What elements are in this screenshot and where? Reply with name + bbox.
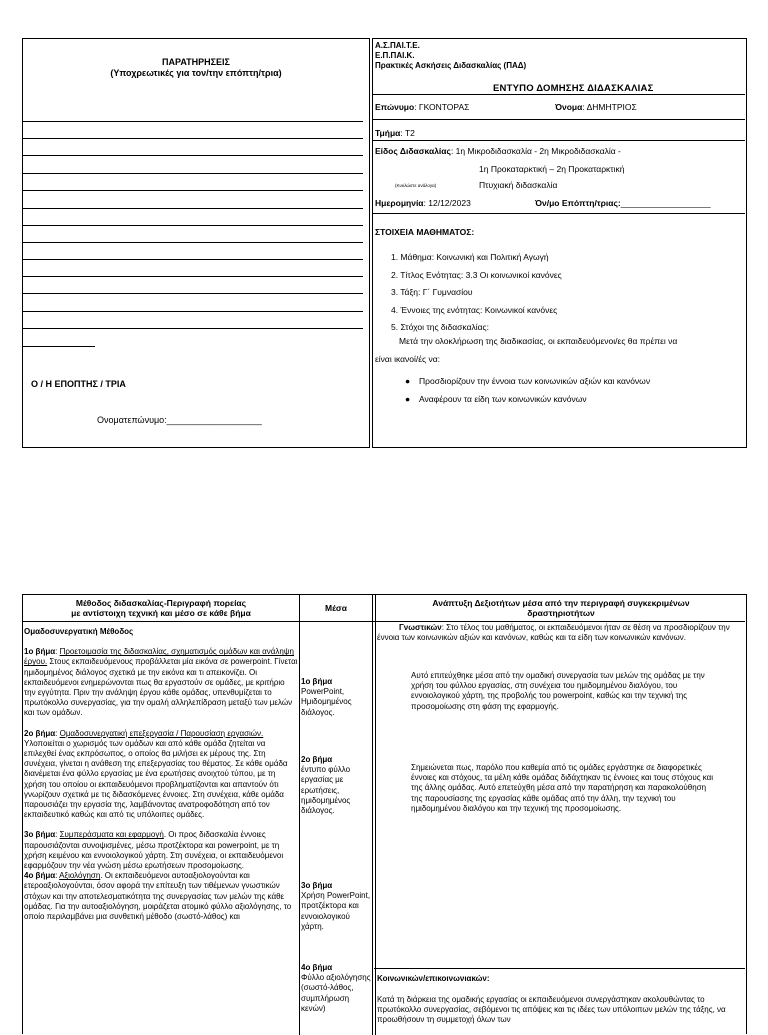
cognitive-skills: Γνωστικών: Στο τέλος του μαθήματος, οι εκπαιδευόμενοι ήταν σε θέση να προσδιορίζουν την έννοια των κοινωνικών αξιών και κανόνων, καθώς και τα είδη των κοινωνικών κανόνων. [377,623,730,643]
social-skills-label: Κοινωνικών/επικοινωνιακών: [377,974,490,983]
list-item: 4. Έννοιες της ενότητας: Κοινωνικοί κανόνες [391,304,558,315]
form-box [372,38,747,448]
supervisor-row [535,198,711,208]
org-line-2: Ε.Π.ΠΑΙ.Κ. [375,51,415,60]
circle-note: (Κυκλώστε ανάλογα) [395,183,437,188]
header-method: Μέθοδος διδασκαλίας-Περιγραφή πορείας με αντίστοιχη τεχνική και μέσο σε κάθε βήμα [71,598,251,618]
firstname-row [555,102,637,112]
cognitive-label: Γνωστικών [399,623,442,632]
org-header [375,41,526,71]
bullet-icon: ● [405,376,411,386]
form-title: ΕΝΤΥΠΟ ΔΟΜΗΣΗΣ ΔΙΔΑΣΚΑΛΙΑΣ [493,83,654,94]
observations-box [22,38,370,448]
org-line-3: Πρακτικές Ασκήσεις Διδασκαλίας (ΠΑΔ) [375,61,527,70]
means-step-4: 4ο βήμα Φύλλο αξιολόγησης (σωστό-λάθος, συμπλήρωση κενών) [301,963,371,1013]
means-step-3: 3ο βήμα Χρήση PowerPoint, προτζέκτορα και εννοιολογικού χάρτη. [301,881,371,931]
surname-value[interactable]: : ΓΚΟΝΤΟΡΑΣ [414,102,470,112]
dept-row [375,128,415,138]
method-column [24,627,298,922]
supervisor-field-label: Όν/μο Επόπτη/τριας: [535,198,621,208]
skills-paragraph-2: Αυτό επιτεύχθηκε μέσα από την ομαδική συνεργασία των μελών της ομάδας με την χρήση του φύλλου εργασίας, στη συνέχεια του ημιδομημένου διαλόγου, του εννοιολογικού χάρτη, της προβολής του powerpoint, καθώς και την τεχνική της προσομοίωσης στη φάση της εφαρμογής. [411,671,705,711]
goal-bullets [405,373,650,408]
step-3: 3ο βήμα: Συμπεράσματα και εφαρμογή. Οι προς διδασκαλία έννοιες παρουσιάζονται συνοψισμένες, μέσω προτζέκτορα και powerpoint, με τη χρήση κειμένου και εννοιολογικού χάρτη. Στη συνέχεια, οι εκπαιδευόμενοι εφαρμόζουν την νέα γνώση μέσω ερωτήσεων προσομοίωσης. [24,830,284,871]
section-title: ΣΤΟΙΧΕΙΑ ΜΑΘΗΜΑΤΟΣ: [375,227,475,237]
supervisor-field-value[interactable]: ___________________ [620,198,711,208]
type-line-1[interactable]: : 1η Μικροδιδασκαλία - 2η Μικροδιδασκαλία - [450,146,621,156]
type-row [375,146,621,156]
goal-intro-1: Μετά την ολοκλήρωση της διαδικασίας, οι εκπαιδευόμενοι/ες θα πρέπει να [399,336,678,346]
date-row [375,198,471,208]
list-item: 1. Μάθημα: Κοινωνική και Πολιτική Αγωγή [391,252,549,262]
surname-label: Επώνυμο [375,102,415,112]
list-item: 5. Στόχοι της διδασκαλίας: [391,322,489,332]
list-item: 2. Τίτλος Ενότητας: 3.3 Οι κοινωνικοί κανόνες [391,269,562,280]
observations-title: ΠΑΡΑΤΗΡΗΣΕΙΣ [162,57,230,67]
step-1: 1ο βήμα: Προετοιμασία της διδασκαλίας, σχηματισμός ομάδων και ανάληψη έργου. Στους εκπαιδευόμενους προβάλλεται μία εικόνα σε powerpoint. Γίνεται ημιδομημένος διάλογος σχετικά με την εικόνα και τι απεικονίζει. Οι εκπαιδευόμενοι ενημερώνονται πως θα εργαστούν σε ομάδες, με κριτήριο την εγγύτητα. Πριν την ανάληψη έργου κάθε ομάδας, υπενθυμίζεται το πρωτόκολλο συνεργασίας, για την ομαλή αλληλεπίδραση μεταξύ των μελών και των ομάδων. [24,647,298,718]
social-skills-text: Κατά τη διάρκεια της ομαδικής εργασίας οι εκπαιδευόμενοι συνεργάστηκαν ακολουθώντας το πρωτόκολλο συνεργασίας, σεβόμενοι τις απόψεις και τις ιδέες των υπόλοιπων μελών της τάξης, να προωθήσουν τη συμμετοχή όλων των [377,995,726,1025]
list-item: 3. Τάξη: Γ΄ Γυμνασίου [391,287,473,297]
date-value[interactable]: : 12/12/2023 [423,198,471,208]
means-step-1: 1ο βήμα PowerPoint, Ημιδομημένος διάλογος. [301,677,352,717]
date-label: Ημερομηνία [375,198,424,208]
name-value[interactable]: : ΔΗΜΗΤΡΙΟΣ [582,102,637,112]
bullet-icon: ● [405,393,411,404]
type-line-2[interactable]: 1η Προκαταρκτική – 2η Προκαταρκτική [479,164,625,174]
type-line-3[interactable]: Πτυχιακή διδασκαλία [479,180,558,190]
observations-subtitle: (Υποχρεωτικές για τον/την επόπτη/τρια) [110,68,282,78]
goal-intro-2: είναι ικανοί/ές να: [375,354,441,364]
surname-row [375,102,469,112]
means-step-2: 2ο βήμα έντυπο φύλλο εργασίας με ερωτήσεις, ημιδομημένος διάλογος. [301,755,351,816]
skills-paragraph-3: Σημειώνεται πως, παρόλο που καθεμία από τις ομάδες εργάστηκε σε διαφορετικές έννοιες και στόχους, τα μέλη κάθε ομάδας διδάχτηκαν τις έννοιες και τους στόχους και της άλλης ομάδας. Αυτό επετεύχθη μέσα από την παρατήρηση και παρακολούθηση της παρουσίασης της εργασίας κάθε ομάδας από την άλλη, την τεχνική του ημιδομημένου διαλόγου και την τεχνική της προσομοίωσης. [411,763,714,813]
supervisor-name-field[interactable]: Ονοματεπώνυμο:___________________ [97,415,262,425]
step-2: 2ο βήμα: Ομαδοσυνεργατική επεξεργασία / Παρουσίαση εργασιών. Υλοποιείται ο χωρισμός των ομάδων και από κάθε ομάδα ζητείται να επιλεχθεί ένας εκπρόσωπος, ο οποίος θα μιλήσει εκ μέρους της. Στη συνέχεια, γίνεται η ανάθεση της επεξεργασίας του θέματος. Σε κάθε ομάδα διανέμεται ένα φύλλο εργασίας με ένα ερωτήσεις ανοιχτού τύπου, με τη χρήση του οποίου οι εκπαιδευόμενοι προβληματίζονται και απαντούν ότι γνωρίζουν σχετικά με τις διδασκόμενες έννοιες. Στη συνέχεια, κάθε ομάδα παρουσιάζει την εργασία της, λαμβάνοντας ανατροφοδότηση από τον εκπαιδευτικό καθώς και από τις υπόλοιπες ομάδες. [24,728,288,820]
dept-value[interactable]: : Τ2 [400,128,415,138]
type-label: Είδος Διδασκαλίας [375,146,451,156]
method-title: Ομαδοσυνεργατική Μέθοδος [24,627,134,636]
method-table [22,594,747,1034]
step-4: 4ο βήμα: Αξιολόγηση. Οι εκπαιδευόμενοι αυτοαξιολογούνται και ετεροαξιολογούνται, όσον αφορά την επίτευξη των τιθέμενων γνωστικών στόχων και την αποτελεσματικότητα της συνεργασίας των μελών της κάθε ομάδας. Για την αυτοαξιολόγηση, μοιράζεται ατομικό φύλλο αξιολόγησης, το οποίο περιλαμβάνει μια συνθετική μέθοδο (σωστό-λάθος) και [24,871,292,922]
supervisor-label: Ο / Η ΕΠΟΠΤΗΣ / ΤΡΙΑ [31,379,126,389]
bullet-item: ● Αναφέρουν τα είδη των κοινωνικών κανόνων [405,391,650,409]
bullet-item: ● Προσδιορίζουν την έννοια των κοινωνικών αξιών και κανόνων [405,373,650,391]
dept-label: Τμήμα [375,128,401,138]
lesson-info-list [391,249,562,337]
header-means: Μέσα [325,603,347,613]
header-skills: Ανάπτυξη Δεξιοτήτων μέσα από την περιγραφή συγκεκριμένων δραστηριοτήτων [432,598,690,618]
org-line-1: Α.Σ.ΠΑΙ.Τ.Ε. [375,41,420,50]
name-label: Όνομα [555,102,583,112]
